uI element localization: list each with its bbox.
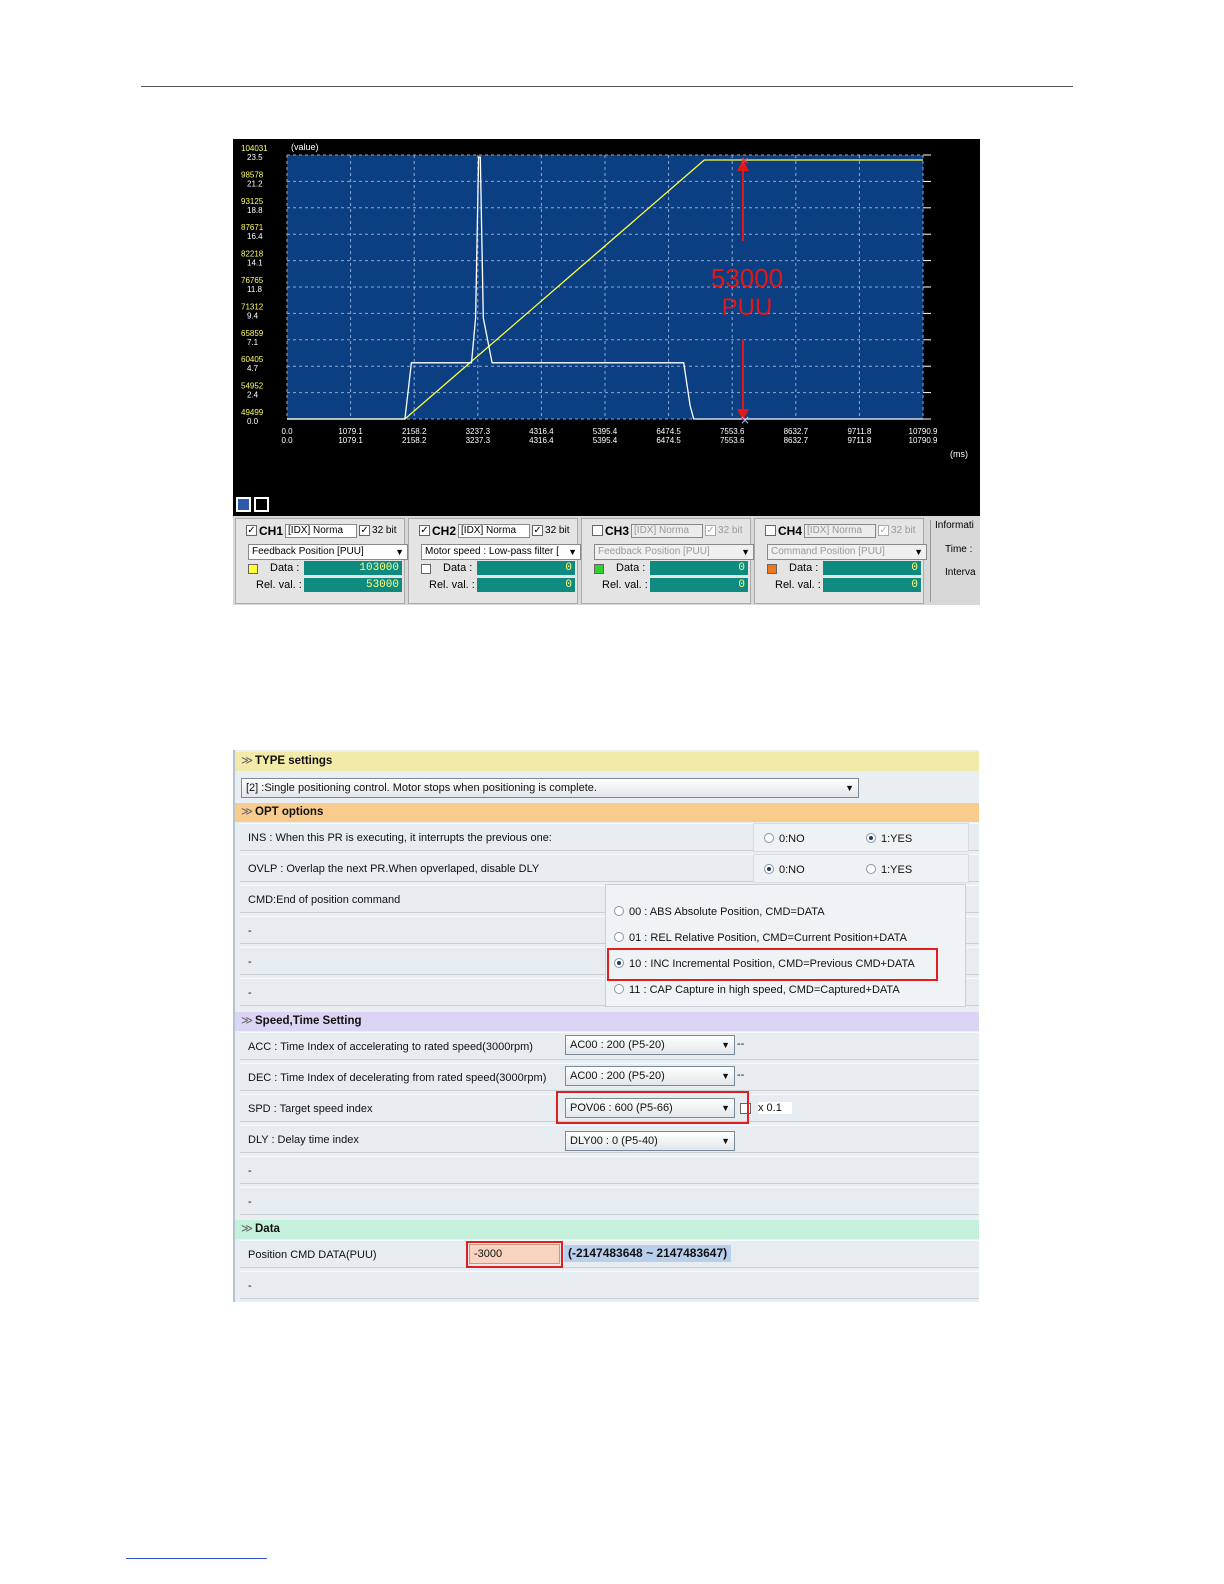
- cmd-option-rel[interactable]: 01 : REL Relative Position, CMD=Current Position+DATA: [614, 932, 907, 944]
- y-tick-label-speed: 11.8: [247, 285, 262, 294]
- data-title: Data: [255, 1223, 280, 1235]
- radio-icon: [866, 864, 876, 874]
- chevron-down-icon: ▼: [721, 1103, 730, 1113]
- type-select[interactable]: [2] :Single positioning control. Motor stops when positioning is complete. ▼: [241, 778, 859, 798]
- x-axis-ticks: [281, 427, 938, 445]
- ch2-mode-select[interactable]: [IDX] Norma: [458, 524, 530, 538]
- ovlp-no-option[interactable]: 0:NO: [764, 864, 805, 876]
- ins-label: INS : When this PR is executing, it interrupts the previous one:: [248, 832, 552, 844]
- ch3-source-select[interactable]: Feedback Position [PUU] ▼: [594, 544, 754, 560]
- empty-row-dash: -: [248, 956, 252, 968]
- y-tick-label-speed: 21.2: [247, 179, 263, 189]
- x-tick-label-secondary: 5395.4: [592, 436, 618, 445]
- view-toggle-button-a[interactable]: [236, 497, 251, 512]
- x-tick-label-secondary: 8632.7: [783, 436, 809, 445]
- time-label: Time :: [945, 544, 973, 555]
- chevron-down-icon: ▼: [721, 1040, 730, 1050]
- data-highlight-box: [466, 1241, 563, 1268]
- channel-panel: [233, 516, 980, 605]
- ch1-32bit-checkbox[interactable]: ✓: [360, 525, 369, 536]
- x-tick-label-secondary: 4316.4: [529, 436, 554, 445]
- y-tick-label-speed: 18.8: [247, 205, 263, 215]
- ch2-enable-checkbox[interactable]: ✓: [420, 525, 429, 536]
- ch2-rel-value: 0: [477, 578, 575, 592]
- y-tick-label-position: 71312: [241, 302, 264, 312]
- ch1-mode-select[interactable]: [IDX] Norma: [285, 524, 357, 538]
- opt-options-title: OPT options: [255, 806, 324, 818]
- y-tick-label-position: 60405: [241, 355, 264, 365]
- ch3-label: CH3: [605, 523, 630, 538]
- empty-row: [240, 1187, 979, 1215]
- ch2-color-swatch[interactable]: [421, 564, 431, 574]
- x-tick-label-secondary: 3237.3: [465, 436, 491, 445]
- radio-selected-icon: [764, 864, 774, 874]
- scope-window: [233, 139, 980, 605]
- ch4-32bit-label: 32 bit: [891, 525, 916, 536]
- collapse-chevron-icon: ≫: [241, 1015, 254, 1027]
- x-tick-label-secondary: 10790.9: [908, 436, 938, 445]
- x-unit-label: (ms): [950, 449, 968, 459]
- page-header-rule: [141, 86, 1073, 87]
- dec-select[interactable]: AC00 : 200 (P5-20) ▼: [565, 1066, 735, 1086]
- y-tick-label-speed: 14.1: [247, 258, 263, 268]
- interval-label: Interva: [945, 567, 976, 578]
- ch3-rel-value: 0: [650, 578, 748, 592]
- collapse-chevron-icon: ≫: [241, 1223, 254, 1235]
- channel-ch4: [754, 518, 924, 604]
- ovlp-yes-option[interactable]: 1:YES: [866, 864, 912, 876]
- y-tick-label-position: 54952: [241, 381, 264, 391]
- ch4-mode-select[interactable]: [IDX] Norma: [804, 524, 876, 538]
- x-tick-label-secondary: 0.0: [281, 436, 293, 445]
- y-tick-label-speed: 16.4: [247, 232, 263, 242]
- empty-row-dash: -: [248, 925, 252, 937]
- collapse-chevron-icon: ≫: [241, 806, 254, 818]
- dly-select[interactable]: DLY00 : 0 (P5-40) ▼: [565, 1131, 735, 1151]
- ch2-32bit-label: 32 bit: [545, 525, 570, 536]
- ch2-rel-label: Rel. val. :: [429, 579, 475, 591]
- ch3-32bit-label: 32 bit: [718, 525, 743, 536]
- spd-select[interactable]: POV06 : 600 (P5-66) ▼: [565, 1098, 735, 1118]
- cmd-option-inc[interactable]: 10 : INC Incremental Position, CMD=Previous CMD+DATA: [614, 958, 915, 970]
- y-tick-label-position: 82218: [241, 249, 264, 259]
- x-tick-label: 10790.9: [908, 427, 938, 436]
- x-tick-label: 0.0: [281, 427, 293, 436]
- ch1-data-label: Data :: [270, 562, 300, 574]
- y-axis-ticks: [241, 144, 268, 426]
- y-tick-label-position: 104031: [241, 144, 268, 153]
- ins-yes-option[interactable]: 1:YES: [866, 833, 912, 845]
- y-tick-label-position: 65859: [241, 328, 264, 338]
- ch1-color-swatch[interactable]: [248, 564, 258, 574]
- x-tick-label: 4316.4: [529, 427, 554, 436]
- y-tick-label-speed: 9.4: [247, 311, 259, 321]
- chevron-down-icon: ▼: [914, 547, 923, 557]
- chevron-down-icon: ▼: [568, 547, 577, 557]
- dec-trail: --: [737, 1069, 745, 1081]
- annotation-value: 53000: [710, 263, 784, 293]
- channel-ch2: [408, 518, 578, 604]
- ch2-label: CH2: [432, 523, 457, 538]
- y-tick-label-speed: 0.0: [247, 417, 259, 426]
- x-tick-label: 9711.8: [847, 427, 872, 436]
- ch1-data-value: 103000: [304, 561, 402, 575]
- x-tick-label: 6474.5: [656, 427, 681, 436]
- ch1-source-select[interactable]: Feedback Position [PUU] ▼: [248, 544, 408, 560]
- opt-options-header[interactable]: [235, 803, 979, 822]
- chevron-down-icon: ▼: [395, 547, 404, 557]
- ch1-rel-value: 53000: [304, 578, 402, 592]
- ch4-rel-value: 0: [823, 578, 921, 592]
- ch3-32bit-checkbox[interactable]: ✓: [706, 525, 715, 536]
- ch3-data-value: 0: [650, 561, 748, 575]
- view-toggle-button-b[interactable]: [254, 497, 269, 512]
- ch1-32bit-label: 32 bit: [372, 525, 397, 536]
- y-tick-label-speed: 7.1: [247, 337, 259, 347]
- radio-icon: [614, 984, 624, 994]
- x-tick-label: 5395.4: [592, 427, 618, 436]
- ch4-32bit-checkbox[interactable]: ✓: [879, 525, 888, 536]
- ch3-enable-checkbox[interactable]: [592, 525, 603, 536]
- ch3-color-swatch[interactable]: [594, 564, 604, 574]
- ch4-data-label: Data :: [789, 562, 819, 574]
- ch3-data-label: Data :: [616, 562, 646, 574]
- ch3-rel-label: Rel. val. :: [602, 579, 648, 591]
- radio-icon: [614, 932, 624, 942]
- y-tick-label-speed: 23.5: [247, 153, 263, 162]
- dly-label: DLY : Delay time index: [248, 1134, 359, 1146]
- x-tick-label: 2158.2: [401, 427, 427, 436]
- ch1-enable-checkbox[interactable]: ✓: [247, 525, 256, 536]
- ch2-32bit-checkbox[interactable]: ✓: [533, 525, 542, 536]
- chevron-down-icon: ▼: [721, 1136, 730, 1146]
- ch4-color-swatch[interactable]: [767, 564, 777, 574]
- ch4-rel-label: Rel. val. :: [775, 579, 821, 591]
- cmd-option-abs[interactable]: 00 : ABS Absolute Position, CMD=DATA: [614, 906, 825, 918]
- ch2-data-label: Data :: [443, 562, 473, 574]
- cmd-option-cap[interactable]: 11 : CAP Capture in high speed, CMD=Captured+DATA: [614, 984, 900, 996]
- empty-row: [240, 1156, 979, 1184]
- empty-row-dash: -: [248, 1196, 252, 1208]
- information-group: [930, 520, 980, 602]
- ovlp-label: OVLP : Overlap the next PR.When opverlaped, disable DLY: [248, 863, 540, 875]
- position-range-label: (-2147483648 ~ 2147483647): [564, 1245, 731, 1262]
- y-tick-label-position: 76765: [241, 276, 264, 285]
- y-unit-label: (value): [291, 142, 319, 152]
- empty-row-dash: -: [248, 1280, 252, 1292]
- ch3-mode-select[interactable]: [IDX] Norma: [631, 524, 703, 538]
- x-tick-label: 7553.6: [719, 427, 745, 436]
- type-settings-header[interactable]: [235, 752, 979, 771]
- speed-time-title: Speed,Time Setting: [255, 1015, 362, 1027]
- chevron-down-icon: ▼: [741, 547, 750, 557]
- ch4-label: CH4: [778, 523, 803, 538]
- y-tick-label-speed: 4.7: [247, 364, 259, 374]
- inc-highlight-box: [607, 948, 938, 981]
- ch4-data-value: 0: [823, 561, 921, 575]
- y-tick-label-speed: 2.4: [247, 390, 259, 400]
- information-title: Informati: [935, 520, 974, 531]
- x-tick-label: 3237.3: [465, 427, 491, 436]
- collapse-chevron-icon: ≫: [241, 755, 254, 767]
- x-tick-label: 8632.7: [783, 427, 809, 436]
- ch1-label: CH1: [259, 523, 284, 538]
- y-tick-label-position: 98578: [241, 170, 264, 180]
- speed-time-header[interactable]: [235, 1012, 979, 1031]
- radio-icon: [614, 906, 624, 916]
- acc-select[interactable]: AC00 : 200 (P5-20) ▼: [565, 1035, 735, 1055]
- x-tick-label: 1079.1: [338, 427, 363, 436]
- radio-selected-icon: [866, 833, 876, 843]
- chevron-down-icon: ▼: [721, 1071, 730, 1081]
- spd-label: SPD : Target speed index: [248, 1103, 373, 1115]
- ovlp-radio-group: [753, 854, 969, 883]
- ch4-enable-checkbox[interactable]: [765, 525, 776, 536]
- cmd-options-group: [605, 884, 966, 1007]
- ch2-source-select[interactable]: Motor speed : Low-pass filter [ ▼: [421, 544, 581, 560]
- annotation-unit: PUU: [721, 294, 773, 321]
- channel-ch3: [581, 518, 751, 604]
- position-cmd-label: Position CMD DATA(PUU): [248, 1249, 377, 1261]
- x-tick-label-secondary: 6474.5: [656, 436, 681, 445]
- empty-row: [240, 1271, 979, 1299]
- scope-plot: [233, 139, 980, 516]
- ch2-data-value: 0: [477, 561, 575, 575]
- empty-row-dash: -: [248, 1165, 252, 1177]
- x-tick-label-secondary: 1079.1: [338, 436, 363, 445]
- y-tick-label-position: 87671: [241, 223, 264, 233]
- channel-ch1: [235, 518, 405, 604]
- cursor-marker-top[interactable]: ×: [740, 154, 750, 167]
- x-tick-label-secondary: 7553.6: [719, 436, 745, 445]
- empty-row-dash: -: [248, 987, 252, 999]
- acc-label: ACC : Time Index of accelerating to rated speed(3000rpm): [248, 1041, 533, 1053]
- y-tick-label-position: 93125: [241, 196, 264, 206]
- data-header[interactable]: [235, 1220, 979, 1239]
- cmd-label: CMD:End of position command: [248, 894, 401, 906]
- type-settings-title: TYPE settings: [255, 755, 333, 767]
- x-tick-label-secondary: 2158.2: [401, 436, 427, 445]
- cursor-marker-bottom[interactable]: ×: [739, 413, 751, 427]
- ins-no-option[interactable]: 0:NO: [764, 833, 805, 845]
- ch1-rel-label: Rel. val. :: [256, 579, 302, 591]
- ch4-source-select[interactable]: Command Position [PUU] ▼: [767, 544, 927, 560]
- dec-label: DEC : Time Index of decelerating from rated speed(3000rpm): [248, 1072, 547, 1084]
- footnote-rule: [126, 1558, 267, 1559]
- x-tick-label-secondary: 9711.8: [847, 436, 872, 445]
- ins-radio-group: [753, 823, 969, 852]
- position-cmd-input[interactable]: -3000: [469, 1244, 560, 1264]
- y-tick-label-position: 49499: [241, 408, 264, 417]
- spd-scale-label: x 0.1: [758, 1102, 792, 1114]
- radio-icon: [764, 833, 774, 843]
- chevron-down-icon: ▼: [845, 783, 854, 793]
- spd-highlight-box: [556, 1091, 749, 1124]
- acc-trail: --: [737, 1038, 745, 1050]
- pr-settings-panel: [233, 750, 979, 1302]
